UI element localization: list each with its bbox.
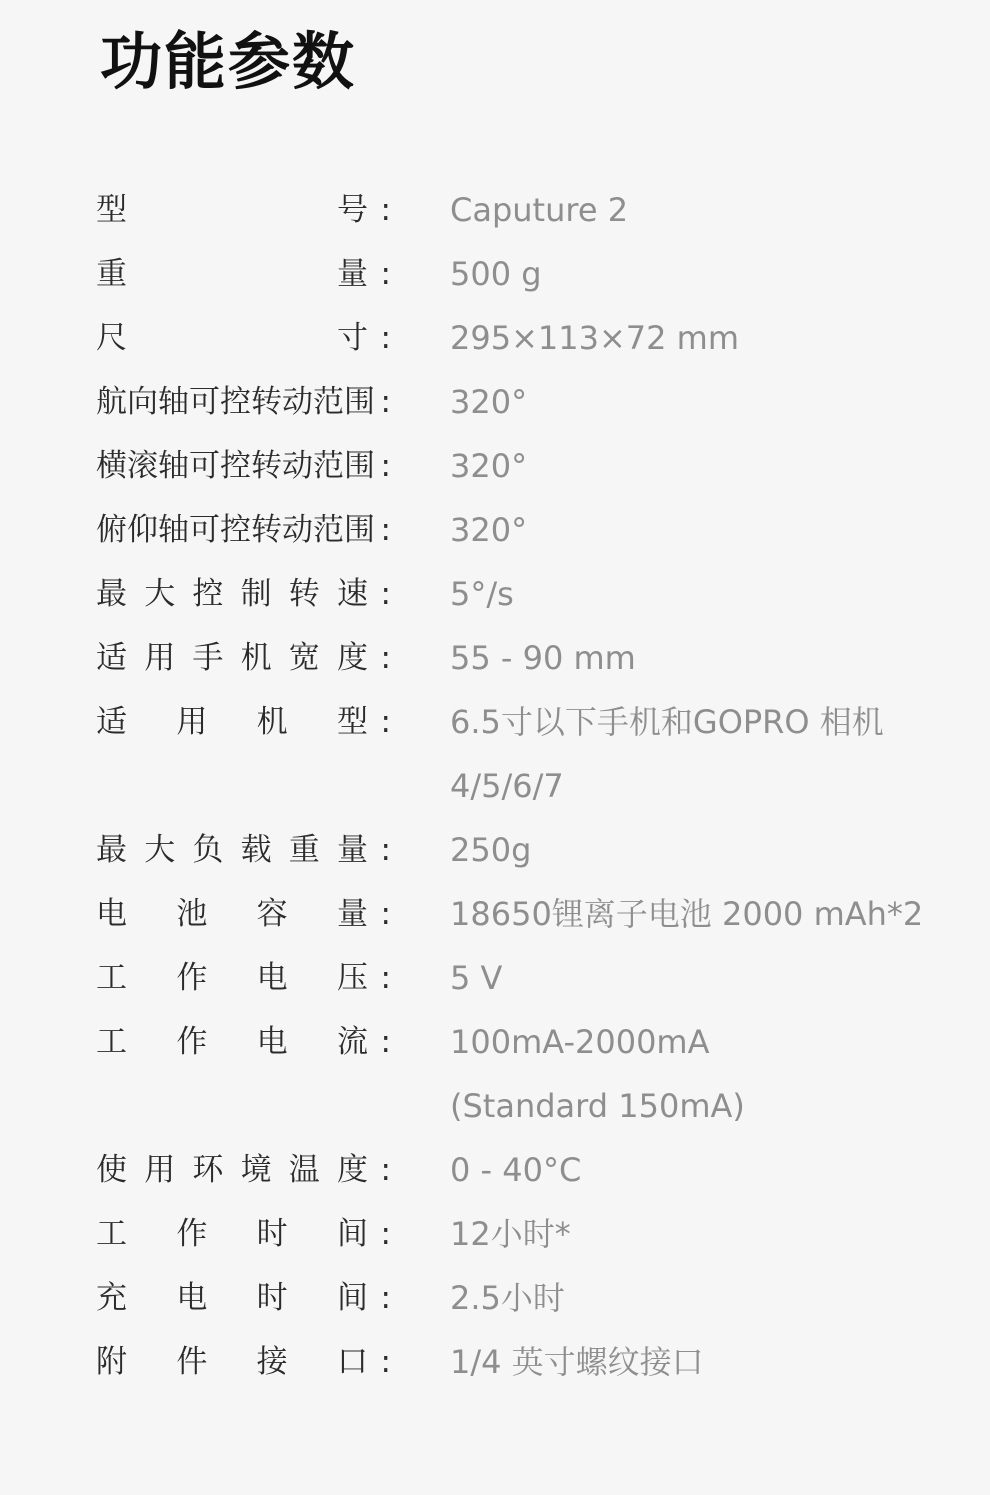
spec-label-colon: : bbox=[380, 960, 391, 996]
spec-label-colon: : bbox=[380, 256, 391, 292]
spec-label bbox=[96, 1266, 391, 1330]
spec-label-colon: : bbox=[380, 448, 391, 484]
spec-value bbox=[450, 1138, 970, 1202]
spec-value-line: 100mA-2000mA bbox=[450, 1023, 710, 1061]
spec-value bbox=[450, 1010, 970, 1138]
spec-row bbox=[0, 882, 990, 946]
spec-row bbox=[0, 1202, 990, 1266]
spec-label bbox=[96, 1202, 391, 1266]
spec-label bbox=[96, 1010, 391, 1074]
spec-value bbox=[450, 434, 970, 498]
spec-label bbox=[96, 690, 391, 754]
spec-row bbox=[0, 946, 990, 1010]
spec-value bbox=[450, 1266, 970, 1330]
spec-label bbox=[96, 242, 391, 306]
spec-value bbox=[450, 626, 970, 690]
spec-value-line: 295×113×72 mm bbox=[450, 319, 740, 357]
spec-value bbox=[450, 1330, 970, 1394]
spec-label-text: 工 作 电 压 bbox=[96, 960, 368, 996]
spec-label-text: 最 大 负 载 重 量 bbox=[96, 832, 368, 868]
spec-label-colon: : bbox=[380, 384, 391, 420]
spec-label-text: 使 用 环 境 温 度 bbox=[96, 1152, 368, 1188]
spec-row bbox=[0, 690, 990, 818]
spec-label-text: 适 用 手 机 宽 度 bbox=[96, 640, 368, 676]
spec-label bbox=[96, 178, 391, 242]
spec-value-line: 18650锂离子电池 2000 mAh*2 bbox=[450, 895, 924, 933]
spec-label-text: 充 电 时 间 bbox=[96, 1280, 368, 1316]
spec-label-colon: : bbox=[380, 832, 391, 868]
spec-value bbox=[450, 1202, 970, 1266]
spec-row bbox=[0, 498, 990, 562]
spec-value-line: Caputure 2 bbox=[450, 191, 629, 229]
spec-value-line: 320° bbox=[450, 447, 528, 485]
spec-label bbox=[96, 1138, 391, 1202]
spec-label-colon: : bbox=[380, 1024, 391, 1060]
spec-label-text: 航 向 轴 可 控 转 动 范 围 bbox=[96, 384, 375, 420]
spec-value bbox=[450, 946, 970, 1010]
spec-label-text: 俯 仰 轴 可 控 转 动 范 围 bbox=[96, 512, 375, 548]
spec-value-line: 2.5小时 bbox=[450, 1279, 565, 1317]
spec-label-text: 适 用 机 型 bbox=[96, 704, 368, 740]
spec-row bbox=[0, 434, 990, 498]
spec-row bbox=[0, 1266, 990, 1330]
spec-value-line: 320° bbox=[450, 383, 528, 421]
spec-label-colon: : bbox=[380, 192, 391, 228]
spec-value bbox=[450, 178, 970, 242]
spec-row bbox=[0, 370, 990, 434]
spec-label-text: 工 作 电 流 bbox=[96, 1024, 368, 1060]
spec-value-line: 55 - 90 mm bbox=[450, 639, 636, 677]
spec-label bbox=[96, 1330, 391, 1394]
spec-row bbox=[0, 242, 990, 306]
spec-label-colon: : bbox=[380, 640, 391, 676]
spec-label bbox=[96, 370, 391, 434]
spec-row bbox=[0, 562, 990, 626]
spec-value-line: 0 - 40°C bbox=[450, 1151, 582, 1189]
spec-row bbox=[0, 818, 990, 882]
spec-label-text: 型 号 bbox=[96, 192, 368, 228]
spec-value-line: 6.5寸以下手机和GOPRO 相机 bbox=[450, 703, 884, 741]
spec-label bbox=[96, 946, 391, 1010]
spec-label-colon: : bbox=[380, 896, 391, 932]
spec-label-colon: : bbox=[380, 1152, 391, 1188]
spec-value bbox=[450, 818, 970, 882]
spec-value-line: 320° bbox=[450, 511, 528, 549]
spec-value bbox=[450, 370, 970, 434]
spec-label-colon: : bbox=[380, 1344, 391, 1380]
spec-label-colon: : bbox=[380, 320, 391, 356]
spec-row bbox=[0, 1010, 990, 1138]
spec-value bbox=[450, 562, 970, 626]
spec-label bbox=[96, 498, 391, 562]
spec-list bbox=[0, 178, 990, 1394]
spec-label bbox=[96, 562, 391, 626]
spec-row bbox=[0, 1138, 990, 1202]
spec-label bbox=[96, 306, 391, 370]
spec-value-line: 250g bbox=[450, 831, 532, 869]
spec-label-colon: : bbox=[380, 704, 391, 740]
spec-value bbox=[450, 498, 970, 562]
spec-value bbox=[450, 882, 970, 946]
spec-value-line: 12小时* bbox=[450, 1215, 571, 1253]
spec-value bbox=[450, 242, 970, 306]
spec-label bbox=[96, 434, 391, 498]
spec-label-colon: : bbox=[380, 1280, 391, 1316]
spec-label bbox=[96, 818, 391, 882]
spec-label-text: 电 池 容 量 bbox=[96, 896, 368, 932]
page-title: 功能参数 bbox=[100, 25, 357, 98]
spec-label bbox=[96, 626, 391, 690]
spec-label-text: 横 滚 轴 可 控 转 动 范 围 bbox=[96, 448, 375, 484]
spec-value-line: 500 g bbox=[450, 255, 542, 293]
spec-row bbox=[0, 178, 990, 242]
spec-value-line: 4/5/6/7 bbox=[450, 767, 564, 805]
spec-row bbox=[0, 306, 990, 370]
spec-value-line: 5°/s bbox=[450, 575, 514, 613]
spec-label-text: 重 量 bbox=[96, 256, 368, 292]
spec-value bbox=[450, 690, 970, 818]
spec-row bbox=[0, 626, 990, 690]
spec-label-text: 工 作 时 间 bbox=[96, 1216, 368, 1252]
spec-label bbox=[96, 882, 391, 946]
spec-label-text: 附 件 接 口 bbox=[96, 1344, 368, 1380]
spec-label-colon: : bbox=[380, 1216, 391, 1252]
spec-value bbox=[450, 306, 970, 370]
spec-value-line: 1/4 英寸螺纹接口 bbox=[450, 1343, 704, 1381]
spec-label-colon: : bbox=[380, 576, 391, 612]
spec-value-line: 5 V bbox=[450, 959, 503, 997]
spec-label-colon: : bbox=[380, 512, 391, 548]
spec-value-line: (Standard 150mA) bbox=[450, 1087, 745, 1125]
spec-label-text: 尺 寸 bbox=[96, 320, 368, 356]
spec-label-text: 最 大 控 制 转 速 bbox=[96, 576, 368, 612]
spec-row bbox=[0, 1330, 990, 1394]
